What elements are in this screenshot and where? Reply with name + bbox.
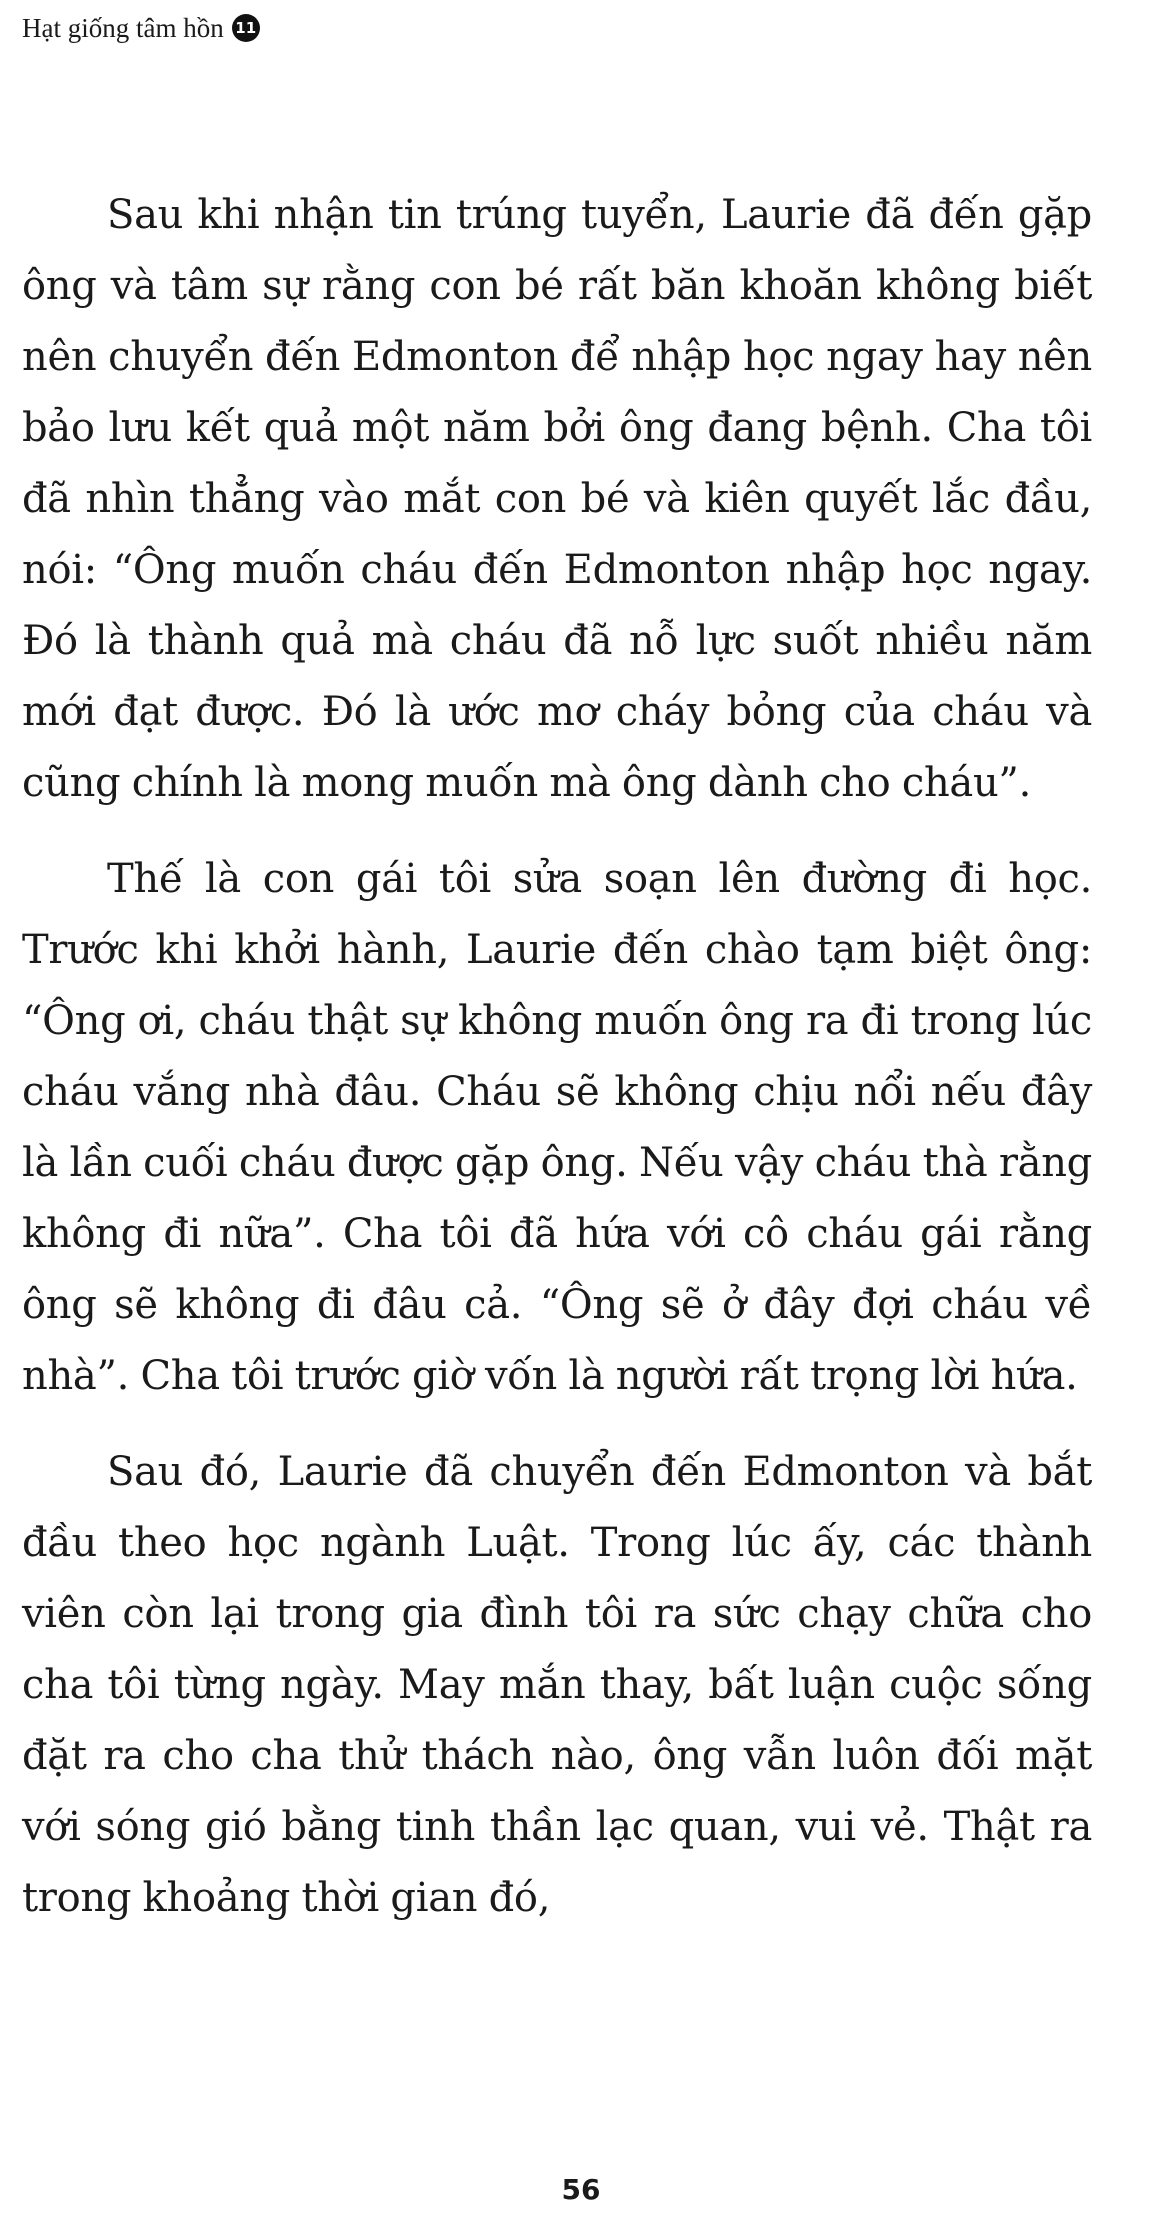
paragraph-1: Sau khi nhận tin trúng tuyển, Laurie đã đến gặp ông và tâm sự rằng con bé rất băn khoăn không biết nên chuyển đến Edmonton để nhập học ngay hay nên bảo lưu kết quả một năm bởi ông đang bệnh. Cha tôi đã nhìn thẳng vào mắt con bé và kiên quyết lắc đầu, nói: “Ông muốn cháu đến Edmonton nhập học ngay. Đó là thành quả mà cháu đã nỗ lực suốt nhiều năm mới đạt được. Đó là ước mơ cháy bỏng của cháu và cũng chính là mong muốn mà ông dành cho cháu”. [22, 192, 1092, 806]
volume-badge: 11 [232, 14, 260, 42]
page-number: 56 [561, 2173, 601, 2206]
running-header [22, 8, 260, 48]
paragraph-2: Thế là con gái tôi sửa soạn lên đường đi học. Trước khi khởi hành, Laurie đến chào tạm biệt ông: “Ông ơi, cháu thật sự không muốn ông ra đi trong lúc cháu vắng nhà đâu. Cháu sẽ không chịu nổi nếu đây là lần cuối cháu được gặp ông. Nếu vậy cháu thà rằng không đi nữa”. Cha tôi đã hứa với cô cháu gái rằng ông sẽ không đi đâu cả. “Ông sẽ ở đây đợi cháu về nhà”. Cha tôi trước giờ vốn là người rất trọng lời hứa. [22, 856, 1092, 1399]
paragraph-3: Sau đó, Laurie đã chuyển đến Edmonton và bắt đầu theo học ngành Luật. Trong lúc ấy, các thành viên còn lại trong gia đình tôi ra sức chạy chữa cho cha tôi từng ngày. May mắn thay, bất luận cuộc sống đặt ra cho cha thử thách nào, ông vẫn luôn đối mặt với sóng gió bằng tinh thần lạc quan, vui vẻ. Thật ra trong khoảng thời gian đó, [22, 1449, 1092, 1921]
page-body [22, 180, 1092, 1959]
book-title: Hạt giống tâm hồn [22, 13, 224, 43]
